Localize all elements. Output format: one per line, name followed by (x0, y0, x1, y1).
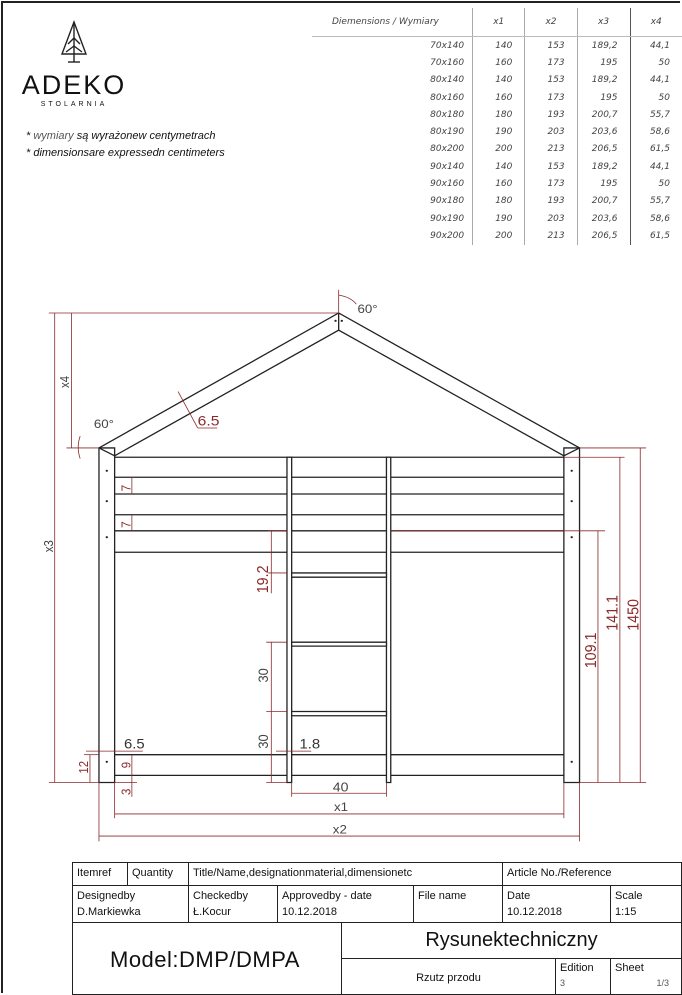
x1-cell: 190 (473, 210, 525, 227)
rung-30-label: 30 (255, 734, 272, 749)
table-row (312, 37, 682, 55)
dimension-lines (49, 290, 646, 842)
table-row (312, 54, 682, 71)
title-block (72, 862, 682, 995)
x1-cell: 140 (473, 37, 525, 55)
model-name: Model:DMP/DMPA (73, 923, 342, 994)
height-9-label: 9 (118, 761, 134, 769)
roof-thickness-label: 6.5 (197, 413, 220, 430)
height-3-label: 3 (118, 788, 134, 796)
height-1450-label: 1450 (624, 599, 643, 631)
rail-spacing-label: 40 (332, 780, 349, 795)
header-x4: x4 (630, 8, 682, 37)
x2-cell: 193 (525, 106, 577, 123)
logo-subtitle: STOLARNIA (40, 101, 108, 108)
rung-30-label: 30 (255, 668, 272, 683)
x4-cell: 44,1 (630, 72, 682, 89)
x1-cell: 200 (473, 227, 525, 244)
x4-cell: 55,7 (630, 193, 682, 210)
x1-cell: 140 (473, 158, 525, 175)
x4-cell: 61,5 (630, 141, 682, 158)
rail-1-8-label: 1.8 (299, 737, 321, 753)
x4-cell: 50 (630, 89, 682, 106)
size-cell: 80x180 (430, 109, 465, 120)
header-x1: x1 (473, 8, 525, 37)
roof-outer (99, 313, 580, 448)
note-pl: * wymiary są wyrażonew centymetrach (26, 130, 216, 142)
x1-cell: 180 (473, 193, 525, 210)
x1-cell: 190 (473, 123, 525, 140)
size-cell: 70x140 (430, 40, 465, 51)
height-141-1-label: 141.1 (603, 595, 622, 631)
table-row (312, 175, 682, 192)
front-view-drawing (41, 288, 652, 845)
notes (26, 128, 225, 162)
itemref-label: Itemref (73, 863, 128, 886)
edition: Edition 3 (556, 959, 611, 994)
x4-cell: 44,1 (630, 158, 682, 175)
x1-cell: 160 (473, 89, 525, 106)
note-en: * dimensionsare expressedn centimeters (26, 147, 225, 159)
size-cell: 80x190 (430, 127, 465, 138)
dimension-labels (41, 302, 642, 837)
x1-cell: 140 (473, 72, 525, 89)
quantity-label: Quantity (128, 863, 189, 886)
height-12-label: 12 (76, 760, 92, 774)
table-header (312, 8, 682, 37)
company-logo (14, 20, 134, 108)
logo-name: ADEKO (21, 70, 127, 100)
x4-cell: 55,7 (630, 106, 682, 123)
left-post (99, 448, 115, 783)
x1-cell: 160 (473, 54, 525, 71)
x4-label: x4 (57, 375, 73, 388)
size-cell: 70x160 (430, 57, 465, 68)
post-6-5-label: 6.5 (124, 737, 145, 753)
header-x2: x2 (525, 8, 577, 37)
x3-cell: 195 (577, 175, 630, 192)
view-name: Rzutz przodu (342, 959, 556, 994)
size-cell: 90x190 (430, 213, 465, 224)
x2-cell: 203 (525, 210, 577, 227)
header-dimensions: Diemensions / Wymiary (312, 8, 473, 37)
table-row (312, 141, 682, 158)
angle-top-label: 60° (357, 301, 378, 316)
x3-cell: 189,2 (577, 158, 630, 175)
x4-cell: 44,1 (630, 37, 682, 55)
x2-cell: 193 (525, 193, 577, 210)
dimensions-table (312, 8, 682, 245)
x1-cell: 200 (473, 141, 525, 158)
x3-label: x3 (41, 540, 56, 553)
right-post (564, 448, 580, 783)
x2-label: x2 (332, 822, 347, 837)
file-name: File name (414, 886, 503, 923)
size-cell: 90x200 (430, 230, 465, 241)
x2-cell: 153 (525, 72, 577, 89)
x4-cell: 58,6 (630, 123, 682, 140)
board-7-label: 7 (117, 521, 134, 528)
x2-cell: 213 (525, 141, 577, 158)
table-row (312, 106, 682, 123)
x1-cell: 180 (473, 106, 525, 123)
size-cell: 90x160 (430, 179, 465, 190)
height-109-1-label: 109.1 (582, 632, 601, 669)
designed-by: Designedby D.Markiewka (73, 886, 189, 923)
sheet: Sheet 1/3 (615, 962, 669, 988)
size-cell: 80x140 (430, 75, 465, 86)
rung-19-2-label: 19.2 (254, 565, 273, 594)
x2-cell: 173 (525, 54, 577, 71)
scale: Scale 1:15 (611, 886, 681, 923)
checked-by: Checkedby Ł.Kocur (189, 886, 278, 923)
header-x3: x3 (577, 8, 630, 37)
x2-cell: 153 (525, 37, 577, 55)
x2-cell: 203 (525, 123, 577, 140)
x3-cell: 206,5 (577, 227, 630, 244)
roof-inner (115, 330, 564, 456)
x2-cell: 173 (525, 89, 577, 106)
tree-icon (59, 20, 89, 64)
ladder (287, 457, 391, 782)
date: Date 10.12.2018 (503, 886, 611, 923)
side-boards (115, 457, 564, 775)
x3-cell: 189,2 (577, 37, 630, 55)
table-row (312, 210, 682, 227)
x3-cell: 203,6 (577, 210, 630, 227)
title-name-label: Title/Name,designationmaterial,dimensionetc (189, 863, 503, 886)
x4-cell: 50 (630, 54, 682, 71)
approved-by: Approvedby - date 10.12.2018 (278, 886, 414, 923)
x4-cell: 61,5 (630, 227, 682, 244)
x3-cell: 195 (577, 54, 630, 71)
x1-cell: 160 (473, 175, 525, 192)
x3-cell: 200,7 (577, 106, 630, 123)
x3-cell: 203,6 (577, 123, 630, 140)
x3-cell: 206,5 (577, 141, 630, 158)
x4-cell: 58,6 (630, 210, 682, 227)
size-cell: 80x160 (430, 92, 465, 103)
x4-cell: 50 (630, 175, 682, 192)
board-7-label: 7 (117, 484, 134, 492)
x3-cell: 189,2 (577, 72, 630, 89)
size-cell: 80x200 (430, 144, 465, 155)
bed-outline (99, 313, 580, 783)
x2-cell: 213 (525, 227, 577, 244)
size-cell: 90x180 (430, 196, 465, 207)
table-row (312, 89, 682, 106)
x3-cell: 195 (577, 89, 630, 106)
table-row (312, 72, 682, 89)
screw-dots (106, 320, 573, 763)
size-cell: 90x140 (430, 161, 465, 172)
table-row (312, 158, 682, 175)
table-row (312, 227, 682, 244)
table-row (312, 193, 682, 210)
x3-cell: 200,7 (577, 193, 630, 210)
x2-cell: 173 (525, 175, 577, 192)
angle-left-label: 60° (93, 416, 115, 431)
article-label: Article No./Reference (503, 863, 681, 886)
table-row (312, 123, 682, 140)
drawing-title: Rysunektechniczny (342, 923, 681, 959)
x1-label: x1 (333, 799, 349, 814)
x2-cell: 153 (525, 158, 577, 175)
